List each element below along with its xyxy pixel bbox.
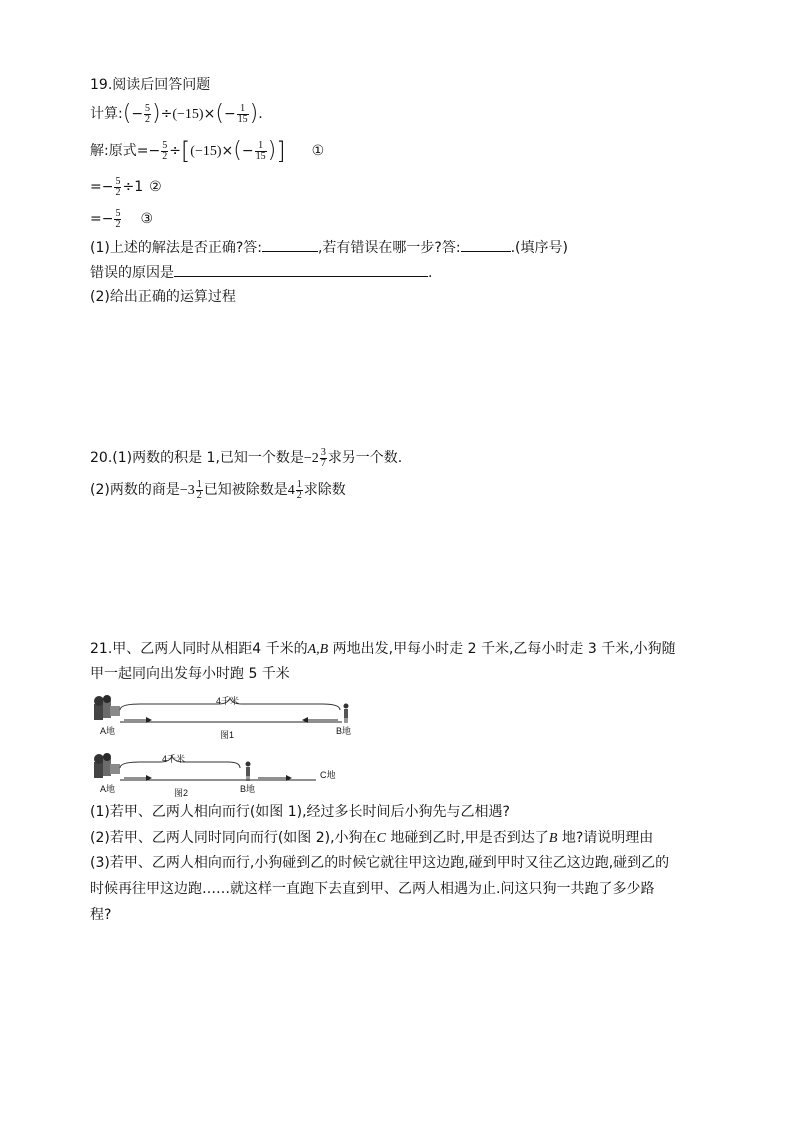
calc-label: 计算: [90,106,123,122]
period: . [428,265,433,281]
q21-subquestion-3-line3: 程? [90,907,112,923]
numerator: 5 [162,139,168,151]
mixed-number [287,479,304,502]
denominator: 15 [255,150,266,162]
q19-solution-step1: 解:原式=− $\frac{5}{2}$ ÷[(−15)×(− $\frac{1}{15}$ )] ① [90,137,325,165]
numerator: 1 [296,479,302,491]
minus-sign: − [223,106,236,122]
intro-text-a: 21.甲、乙两人同时从相距4 千米的 [90,641,308,657]
denominator: 2 [296,490,302,502]
point-labels: A,B [307,642,329,657]
point-a-label: A地 [100,726,116,736]
q21-subquestion-3-line1: (3)若甲、乙两人相向而行,小狗碰到乙的时候它就往甲这边跑,碰到甲时又往乙这边跑,碰到乙的 [90,855,670,871]
q21-intro-line1 [90,639,676,660]
denominator: 7 [320,458,326,470]
figure-caption: 图2 [174,788,189,798]
solution-label: 解:原式= [90,143,149,159]
fraction [237,104,249,125]
numerator: 5 [115,207,121,219]
fraction [296,480,303,501]
person-icon [246,762,251,782]
q1-text-c: .(填序号) [510,240,568,256]
denominator: 2 [115,186,121,198]
q19-question1 [90,237,568,258]
q21-subquestion-1: (1)若甲、乙两人相向而行(如图 1),经过多长时间后小狗先与乙相遇? [90,804,510,820]
times-sign: × [221,143,234,159]
q20-part1 [90,444,402,472]
reason-label: 错误的原因是 [90,265,174,281]
denominator: 2 [145,113,151,125]
step-marker: ① [311,143,325,159]
p1-text: 20.(1)两数的积是 1,已知一个数是 [90,450,304,466]
q19-solution-step3 [90,206,153,232]
step2-tail: ÷1 [122,179,144,195]
q21-subquestion-2 [90,828,653,849]
q19-heading: 19.阅读后回答问题 [90,77,211,93]
numerator: 1 [196,479,202,491]
answer-blank[interactable] [262,237,318,252]
minus-sign: − [148,143,161,159]
div-sign: ÷ [169,143,181,159]
p2-text-b: 已知被除数是 [203,482,288,498]
minus-sign: − [131,106,144,122]
point-b: B [548,831,558,846]
point-a-label: A地 [100,784,116,794]
s2-text-a: (2)若甲、乙两人同时同向而行(如图 2),小狗在 [90,830,377,846]
s2-text-b: 地碰到乙时,甲是否到达了 [385,830,549,846]
fraction [114,177,121,198]
denominator: 2 [162,150,168,162]
point-b-label: B地 [240,784,256,794]
distance-label: 4千米 [162,754,186,764]
neg-fifteen: (−15) [190,144,222,159]
whole-part: −2 [303,450,319,466]
fraction [255,141,267,162]
whole-part: −3 [179,482,195,498]
figure-2 [90,752,350,798]
fraction [196,480,203,501]
denominator: 2 [115,218,121,230]
point-b-label: B地 [336,726,352,736]
answer-blank[interactable] [461,237,511,252]
step-marker: ② [149,179,162,195]
q21-subquestion-3-line2: 时候再往甲这边跑……就这样一直跑下去直到甲、乙两人相遇为止.问这只狗一共跑了多少路 [90,881,655,897]
minus-sign: − [241,143,254,159]
p2-text: (2)两数的商是 [90,482,180,498]
numerator: 1 [237,104,249,115]
answer-blank[interactable] [174,262,428,277]
fraction [114,209,121,230]
times-sign: × [203,106,216,122]
neg-fifteen: (−15) [172,107,204,122]
fraction [144,104,151,125]
point-c-label: C地 [320,770,336,780]
q21-intro-line2: 甲一起同向出发每小时跑 5 千米 [90,666,290,682]
mixed-number [303,447,328,470]
q1-text-b: ,若有错误在哪一步?答: [317,240,461,256]
figure-caption: 图1 [220,730,235,740]
equals-sign: = [90,211,102,227]
div-sign: ÷ [160,106,173,122]
q19-calc-expression: 计算:(− $\frac{5}{2}$ )÷(−15)×(− $\frac{1}{15}$ ). [90,101,263,126]
q1-text-a: (1)上述的解法是否正确?答: [90,240,262,256]
person-with-dog-icon [94,695,120,720]
person-with-dog-icon [94,753,120,778]
distance-label: 4千米 [216,696,240,706]
minus-sign: − [101,211,114,227]
q20-part2 [90,476,346,504]
person-icon [344,704,349,724]
denominator: 2 [196,490,202,502]
numerator: 1 [255,141,267,152]
fraction [161,141,168,162]
minus-sign: − [101,179,114,195]
step-marker: ③ [140,211,154,227]
fraction [320,448,327,469]
q19-solution-step2 [90,174,162,200]
numerator: 3 [320,447,326,459]
mixed-number [179,479,204,502]
s2-text-d: 地?请说明理由 [557,830,654,846]
q19-reason-line [90,262,432,283]
numerator: 5 [145,102,151,114]
equals-sign: = [90,179,102,195]
p2-text-c: 求除数 [303,482,346,498]
whole-part: 4 [287,482,295,498]
denominator: 15 [237,113,248,125]
intro-text-b: 两地出发,甲每小时走 2 千米,乙每小时走 3 千米,小狗随 [328,641,676,657]
point-c: C [376,831,386,846]
q19-question2: (2)给出正确的运算过程 [90,289,236,305]
p1-text-b: 求另一个数. [327,450,403,466]
figure-2-drawing [90,752,350,796]
figure-1 [90,694,352,740]
numerator: 5 [115,175,121,187]
